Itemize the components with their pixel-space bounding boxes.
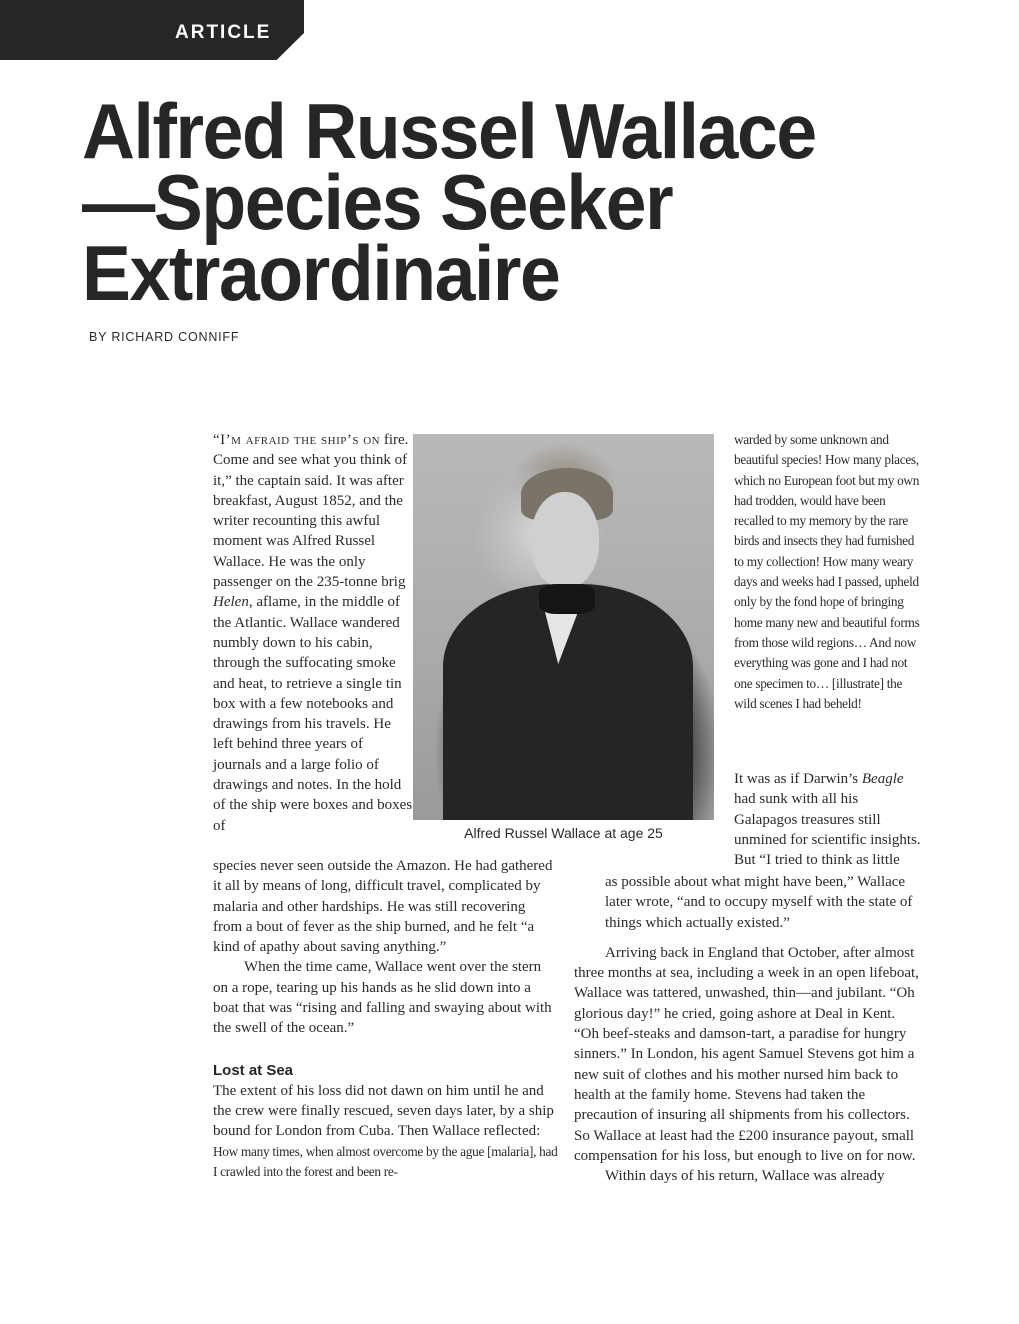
paragraph: as possible about what might have been,” Wallace later wrote, “and to occupy myself with the state of things which actually existed.” bbox=[605, 874, 913, 931]
body-column-right-narrow bbox=[734, 769, 924, 870]
photo-tie bbox=[539, 584, 595, 614]
paragraph-text: had sunk with all his Galapagos treasures still unmined for scientific insights. But “I tried to think as little bbox=[734, 791, 921, 869]
paragraph: Within days of his return, Wallace was already bbox=[605, 1168, 885, 1185]
paragraph-text: , aflame, in the middle of the Atlantic. Wallace wandered numbly down to his cabin, through the suffocating smoke and heat, to retrieve a single tin box with a few notebooks and drawings from his travels. He left behind three years of journals and a large folio of drawings and notes. In the hold of the ship were boxes and boxes of bbox=[213, 594, 413, 834]
ship-name: Helen bbox=[213, 594, 249, 611]
byline: BY RICHARD CONNIFF bbox=[89, 330, 240, 344]
article-title bbox=[82, 87, 909, 317]
ship-name-beagle: Beagle bbox=[861, 771, 904, 787]
paragraph bbox=[734, 769, 924, 870]
blockquote-continuation bbox=[734, 430, 924, 714]
blockquote-text: How many times, when almost overcome by the ague [malaria], had I crawled into the forest and been re- bbox=[213, 1143, 558, 1179]
title-line-3: Extraordinaire bbox=[82, 229, 560, 317]
body-column-left-narrow bbox=[213, 430, 413, 836]
photo-face bbox=[531, 492, 599, 588]
paragraph: Arriving back in England that October, after almost three months at sea, including a week in an open lifeboat, Wallace was tattered, unwashed, thin—and jubilant. “Oh glorious day!” he cried, going ashore at Deal in Kent. “Oh beef-steaks and damson-tart, a paradise for hungry sinners.” In London, his agent Samuel Stevens got him a new suit of clothes and his mother nursed him back to health at the family home. Stevens had taken the precaution of insuring all shipments from his collectors. So Wallace at least had the £200 insurance payout, small compensation for his loss, but enough to live on for now. bbox=[574, 944, 919, 1164]
paragraph: species never seen outside the Amazon. He had gathered it all by means of long, difficult travel, complicated by malaria and other hardships. He was still recovering from a bout of fever as the ship burned, and he felt “a kind of apathy about saving anything.” bbox=[213, 858, 553, 956]
blockquote-text: warded by some unknown and beautiful species! How many places, which no European foot but my own had trodden, would have been recalled to my memory by the rare birds and insects they had furnished to my collection! How many weary days and weeks had I passed, upheld only by the fond hope of bringing home many new and beautiful forms from those wild regions… And now everything was gone and I had not one specimen to… [illustrate] the wild scenes I had beheld! bbox=[734, 432, 920, 711]
paragraph: The extent of his loss did not dawn on him until he and the crew were finally rescued, seven days later, by a ship bound for London from Cuba. Then Wallace reflected: bbox=[213, 1082, 554, 1140]
section-label: ARTICLE bbox=[175, 22, 272, 43]
paragraph: When the time came, Wallace went over the stern on a rope, tearing up his hands as he slid down into a boat that was “rising and falling and swaying about with the swell of the ocean.” bbox=[213, 959, 552, 1037]
body-column-right-wide bbox=[574, 872, 919, 1186]
opening-paragraph bbox=[213, 430, 413, 836]
portrait-photo bbox=[413, 434, 714, 820]
opening-smallcaps: “I’m afraid the ship’s on bbox=[213, 432, 381, 448]
paragraph-text: It was as if Darwin’s bbox=[734, 771, 862, 787]
title-line-2: —Species Seeker bbox=[82, 158, 673, 246]
photo-caption: Alfred Russel Wallace at age 25 bbox=[464, 825, 663, 841]
subheading: Lost at Sea bbox=[213, 1061, 294, 1079]
title-line-1: Alfred Russel Wallace bbox=[82, 87, 816, 175]
paragraph-text: fire. Come and see what you think of it,” the captain said. It was after breakfast, August 1852, and the writer recounting this awful moment was Alfred Russel Wallace. He was the only passenger on the 235-tonne brig bbox=[213, 432, 409, 591]
body-column-left-wide bbox=[213, 856, 558, 1182]
